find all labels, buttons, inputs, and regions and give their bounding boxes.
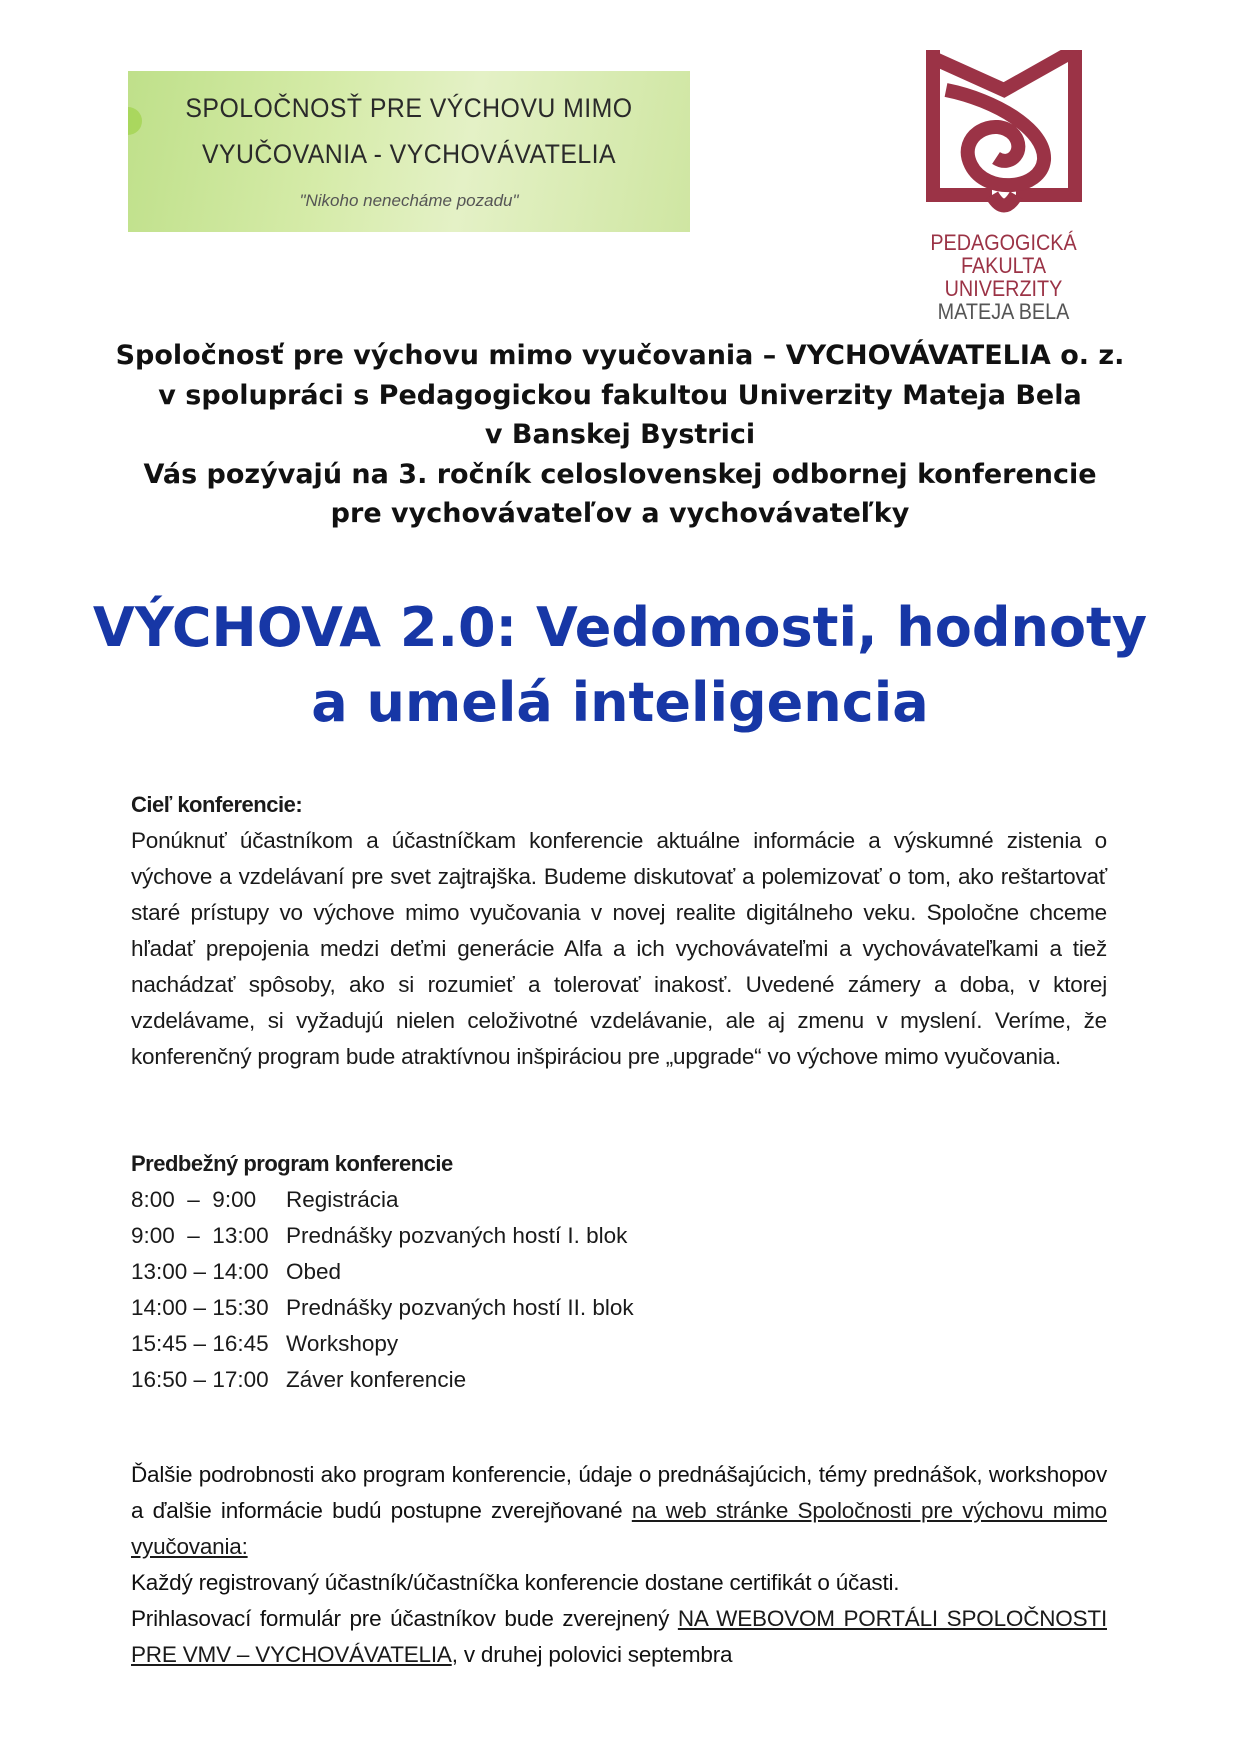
more-info-section bbox=[131, 1457, 1107, 1673]
program-item bbox=[131, 1326, 1081, 1362]
program-time: 15:45 – 16:45 bbox=[131, 1331, 269, 1356]
program-time: 16:50 – 17:00 bbox=[131, 1367, 269, 1392]
registration-text: Prihlasovací formulár pre účastníkov bude zverejnený bbox=[131, 1606, 678, 1631]
program-item bbox=[131, 1254, 1081, 1290]
program-label: Obed bbox=[286, 1259, 342, 1284]
society-website-link[interactable]: na web stránke Spoločnosti pre výchovu mimo vyučovania: bbox=[131, 1498, 1107, 1559]
program-time: 8:00 – 9:00 bbox=[131, 1187, 257, 1212]
program-label: Prednášky pozvaných hostí II. blok bbox=[286, 1295, 634, 1320]
goal-heading: Cieľ konferencie: bbox=[131, 792, 303, 817]
more-info-text: Ďalšie podrobnosti ako program konferencie, údaje o prednášajúcich, témy prednášok, workshopov a ďalšie informácie budú postupne zverejňované bbox=[131, 1462, 1107, 1523]
conference-title bbox=[60, 590, 1180, 740]
program-section bbox=[131, 1146, 1081, 1398]
program-item bbox=[131, 1362, 1081, 1398]
society-banner-logo bbox=[128, 71, 690, 232]
program-item bbox=[131, 1290, 1081, 1326]
program-label: Záver konferencie bbox=[286, 1367, 467, 1392]
banner-line-1: SPOLOČNOSŤ PRE VÝCHOVU MIMO bbox=[185, 93, 633, 123]
society-portal-link[interactable]: NA WEBOVOM PORTÁLI SPOLOČNOSTI PRE VMV – VYCHOVÁVATELIA bbox=[131, 1606, 1107, 1667]
program-item bbox=[131, 1218, 1081, 1254]
logo-line-2: FAKULTA UNIVERZITY bbox=[944, 253, 1063, 301]
program-label: Registrácia bbox=[286, 1187, 399, 1212]
program-time: 14:00 – 15:30 bbox=[131, 1295, 269, 1320]
invitation-heading bbox=[100, 336, 1140, 534]
intro-line: pre vychovávateľov a vychovávateľky bbox=[330, 498, 910, 529]
leaf-decoration bbox=[128, 107, 142, 135]
program-time: 9:00 – 13:00 bbox=[131, 1223, 269, 1248]
certificate-text: Každý registrovaný účastník/účastníčka konferencie dostane certifikát o účasti. bbox=[131, 1570, 900, 1595]
more-info-paragraph bbox=[131, 1457, 1107, 1565]
logo-line-1: PEDAGOGICKÁ bbox=[930, 230, 1077, 255]
program-time: 13:00 – 14:00 bbox=[131, 1259, 269, 1284]
intro-line: Vás pozývajú na 3. ročník celoslovenskej odbornej konferencie bbox=[143, 458, 1097, 490]
title-line-1: VÝCHOVA 2.0: Vedomosti, hodnoty bbox=[92, 596, 1148, 659]
goal-text: Ponúknuť účastníkom a účastníčkam konferencie aktuálne informácie a výskumné zistenia o výchove a vzdelávaní pre svet zajtrajška. Budeme diskutovať a polemizovať o tom, ako reštartovať staré prístupy vo výchove mimo vyučovania v novej realite digitálneho veku. Spoločne chceme hľadať prepojenia medzi deťmi generácie Alfa a ich vychovávateľmi a vychovávateľkami a tiež nachádzať spôsoby, ako si rozumieť a tolerovať inakosť. Uvedené zámery a doba, v ktorej vzdelávame, si vyžadujú nielen celoživotné vzdelávanie, ale aj zmenu v myslení. Veríme, že konferenčný program bude atraktívnou inšpiráciou pre „upgrade“ vo výchove mimo vyučovania. bbox=[131, 828, 1107, 1069]
registration-paragraph bbox=[131, 1601, 1107, 1673]
program-label: Prednášky pozvaných hostí I. blok bbox=[286, 1223, 628, 1248]
banner-motto: "Nikoho nenecháme pozadu" bbox=[299, 191, 519, 210]
intro-line: Spoločnosť pre výchovu mimo vyučovania – VYCHOVÁVATELIA o. z. bbox=[115, 340, 1125, 371]
banner-line-2: VYUČOVANIA - VYCHOVÁVATELIA bbox=[201, 139, 617, 169]
program-item bbox=[131, 1182, 1081, 1218]
goal-section bbox=[131, 787, 1107, 1075]
university-logo-text bbox=[906, 231, 1101, 323]
title-line-2: a umelá inteligencia bbox=[311, 671, 929, 734]
intro-line: v spolupráci s Pedagogickou fakultou Univerzity Mateja Bela bbox=[158, 379, 1082, 411]
program-heading: Predbežný program konferencie bbox=[131, 1151, 453, 1176]
registration-tail: , v druhej polovici septembra bbox=[451, 1642, 733, 1667]
intro-line: v Banskej Bystrici bbox=[484, 419, 756, 450]
university-book-spiral-icon bbox=[926, 50, 1082, 216]
logo-line-3: MATEJA BELA bbox=[937, 299, 1070, 324]
program-label: Workshopy bbox=[286, 1331, 399, 1356]
